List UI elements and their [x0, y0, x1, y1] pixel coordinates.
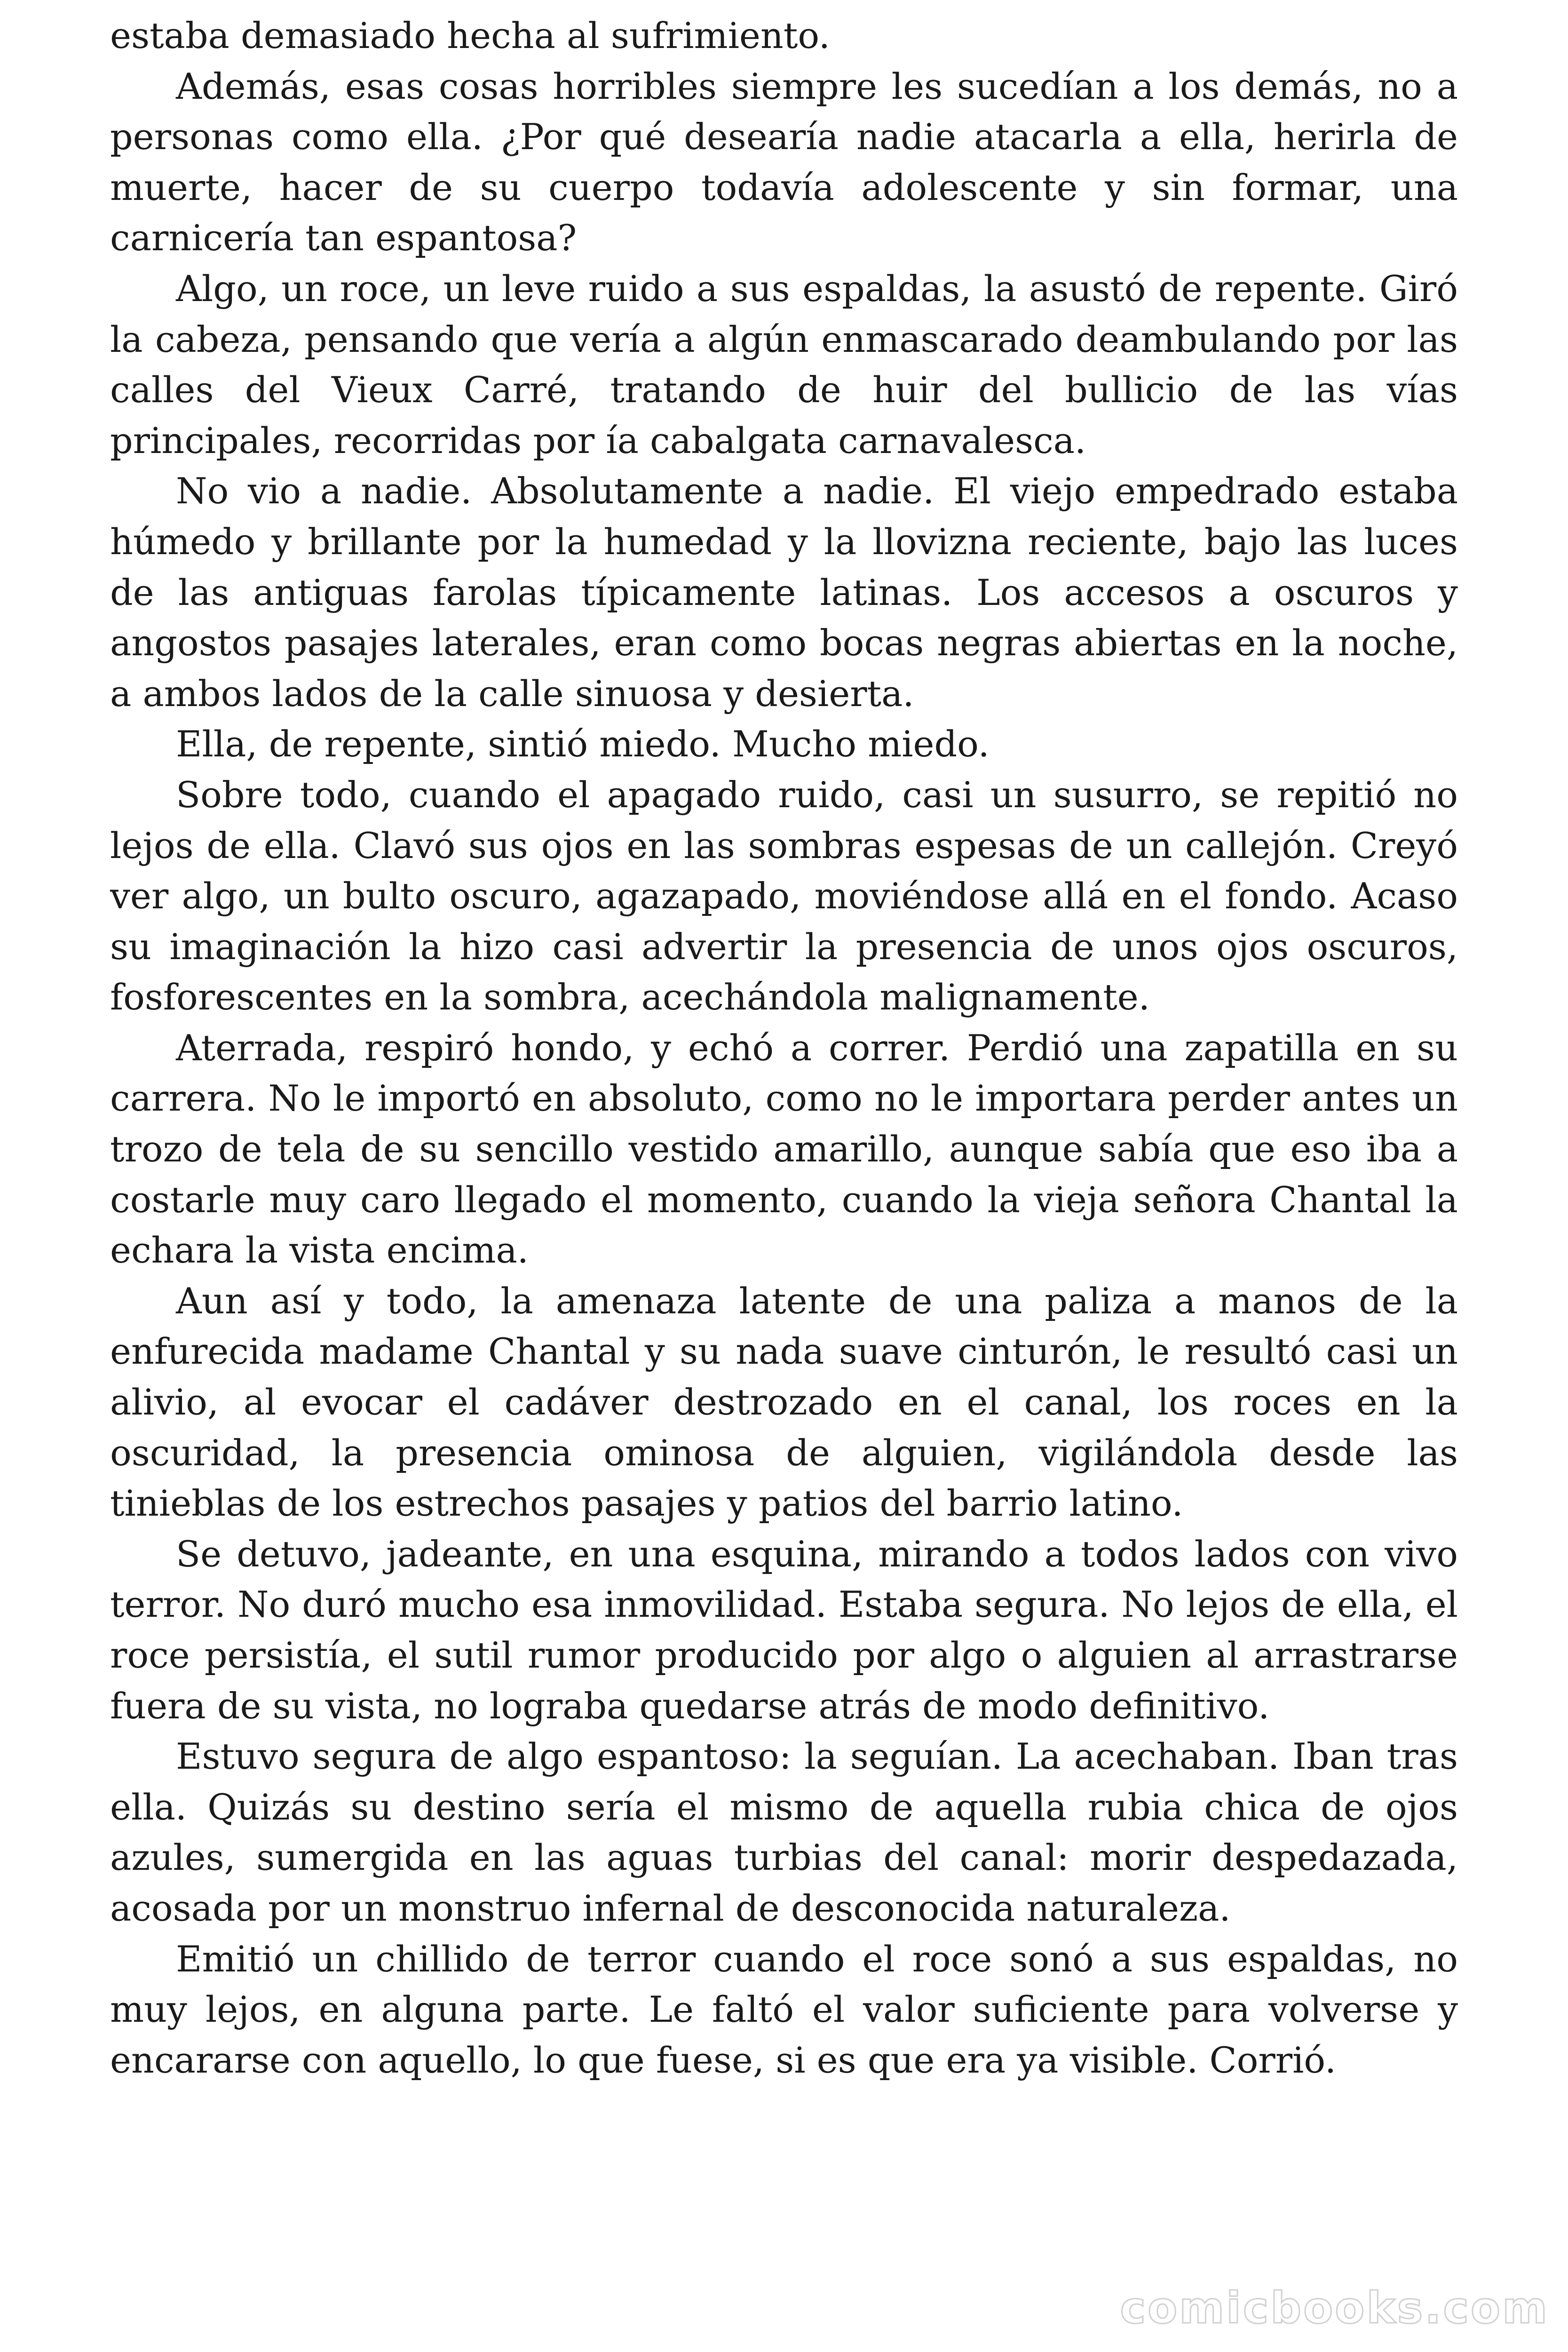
paragraph: Estuvo segura de algo espantoso: la seguían. La acechaban. Iban tras ella. Quizás su destino sería el mismo de aquella rubia chica de ojos azules, sumergida en las aguas turbias del canal: morir despedazada, acosada por un monstruo infernal de desconocida naturaleza. [110, 1735, 1458, 1929]
watermark: comicbooks.com [1120, 2283, 1549, 2333]
paragraph: Ella, de repente, sintió miedo. Mucho miedo. [176, 723, 990, 765]
paragraph: Además, esas cosas horribles siempre les sucedían a los demás, no a personas como ella. ¿Por qué desearía nadie atacarla a ella, herirla de muerte, hacer de su cuerpo todavía adolescente y sin formar, una carnicería tan espantosa? [110, 65, 1458, 259]
paragraph: Se detuvo, jadeante, en una esquina, mirando a todos lados con vivo terror. No duró mucho esa inmovilidad. Estaba segura. No lejos de ella, el roce persistía, el sutil rumor producido por algo o alguien al arrastrarse fuera de su vista, no lograba quedarse atrás de modo definitivo. [110, 1533, 1458, 1727]
paragraph-continuation: estaba demasiado hecha al sufrimiento. [110, 15, 830, 56]
paragraph: Emitió un chillido de terror cuando el roce sonó a sus espaldas, no muy lejos, en alguna parte. Le faltó el valor suficiente para volverse y encararse con aquello, lo que fuese, si es que era ya visible. Corrió. [110, 1938, 1458, 2081]
paragraph: Sobre todo, cuando el apagado ruido, casi un susurro, se repitió no lejos de ella. Clavó sus ojos en las sombras espesas de un callejón. Creyó ver algo, un bulto oscuro, agazapado, moviéndose allá en el fondo. Acaso su imaginación la hizo casi advertir la presencia de unos ojos oscuros, fosforescentes en la sombra, acechándola malignamente. [110, 773, 1458, 1018]
paragraph: Aun así y todo, la amenaza latente de una paliza a manos de la enfurecida madame Chantal y su nada suave cinturón, le resultó casi un alivio, al evocar el cadáver destrozado en el canal, los roces en la oscuridad, la presencia ominosa de alguien, vigilándola desde las tinieblas de los estrechos pasajes y patios del barrio latino. [110, 1279, 1458, 1525]
paragraph: Algo, un roce, un leve ruido a sus espaldas, la asustó de repente. Giró la cabeza, pensando que vería a algún enmascarado deambulando por las calles del Vieux Carré, tratando de huir del bullicio de las vías principales, recorridas por ía cabalgata carnavalesca. [110, 267, 1458, 461]
paragraph: Aterrada, respiró hondo, y echó a correr. Perdió una zapatilla en su carrera. No le importó en absoluto, como no le importara perder antes un trozo de tela de su sencillo vestido amarillo, aunque sabía que eso iba a costarle muy caro llegado el momento, cuando la vieja señora Chantal la echara la vista encima. [110, 1026, 1458, 1271]
paragraph: No vio a nadie. Absolutamente a nadie. El viejo empedrado estaba húmedo y brillante por la humedad y la llovizna reciente, bajo las luces de las antiguas farolas típicamente latinas. Los accesos a oscuros y angostos pasajes laterales, eran como bocas negras abiertas en la noche, a ambos lados de la calle sinuosa y desierta. [110, 470, 1458, 715]
body-text [110, 10, 1458, 2085]
